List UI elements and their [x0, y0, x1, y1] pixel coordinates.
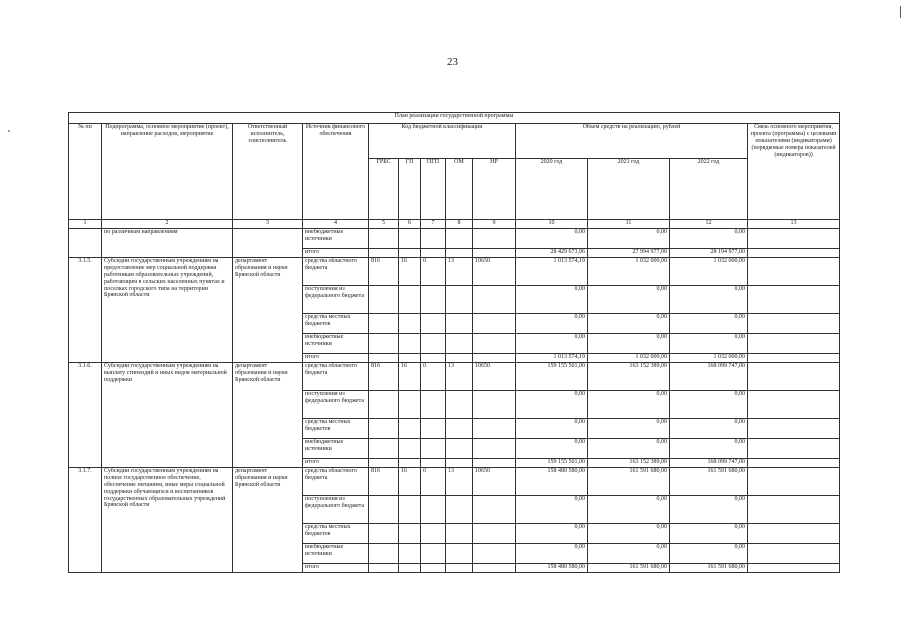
table-body — [69, 113, 840, 573]
cell-source: средства областного бюджета — [303, 468, 369, 496]
header-volume: Объем средств на реализацию, рублей — [516, 124, 748, 159]
cell-2021: 0,00 — [588, 439, 670, 459]
cell-code-grbs — [369, 419, 399, 439]
cell-code-np — [473, 354, 516, 363]
cell-code-grbs — [369, 334, 399, 354]
cell-code-grbs — [369, 564, 399, 573]
cell-code-np — [473, 229, 516, 249]
cell-2020: 159 155 501,00 — [516, 459, 588, 468]
cell-2022: 1 032 000,00 — [670, 354, 748, 363]
cell-2022: 0,00 — [670, 286, 748, 314]
cell-code-om — [446, 564, 473, 573]
cell-no — [69, 229, 102, 258]
column-number: 5 — [369, 220, 399, 229]
cell-no: 3.1.6. — [69, 363, 102, 468]
cell-code-om: 13 — [446, 258, 473, 286]
cell-code-pgp — [421, 391, 446, 419]
cell-link — [748, 363, 840, 391]
cell-source: средства местных бюджетов — [303, 419, 369, 439]
cell-2021: 0,00 — [588, 544, 670, 564]
cell-code-grbs — [369, 524, 399, 544]
cell-link — [748, 564, 840, 573]
cell-code-grbs — [369, 459, 399, 468]
header-2020: 2020 год — [516, 159, 588, 220]
cell-2022: 168 099 747,00 — [670, 459, 748, 468]
cell-code-np: 10650 — [473, 468, 516, 496]
header-pgp: ПГП — [421, 159, 446, 220]
cell-code-gp — [399, 419, 421, 439]
cell-2022: 161 591 680,00 — [670, 468, 748, 496]
cell-code-gp — [399, 496, 421, 524]
cell-2020: 159 155 501,00 — [516, 363, 588, 391]
cell-code-gp — [399, 564, 421, 573]
cell-code-pgp — [421, 564, 446, 573]
cell-source: итого — [303, 564, 369, 573]
cell-2021: 1 032 000,00 — [588, 258, 670, 286]
column-number: 4 — [303, 220, 369, 229]
cell-name: по различным направлениям — [102, 229, 233, 258]
cell-link — [748, 419, 840, 439]
cell-2021: 161 591 680,00 — [588, 468, 670, 496]
cell-2021: 163 152 389,00 — [588, 363, 670, 391]
cell-source: внебюджетные источники — [303, 439, 369, 459]
header-row — [69, 124, 840, 159]
cell-2020: 0,00 — [516, 391, 588, 419]
cell-code-grbs — [369, 544, 399, 564]
cell-code-om — [446, 544, 473, 564]
column-number: 13 — [748, 220, 840, 229]
cell-code-gp — [399, 459, 421, 468]
cell-link — [748, 334, 840, 354]
cell-2020: 0,00 — [516, 286, 588, 314]
column-number: 9 — [473, 220, 516, 229]
column-number: 1 — [69, 220, 102, 229]
cell-2020: 28 429 673,96 — [516, 249, 588, 258]
cell-source: средства областного бюджета — [303, 363, 369, 391]
cell-code-np: 10650 — [473, 363, 516, 391]
cell-code-np — [473, 459, 516, 468]
cell-link — [748, 459, 840, 468]
cell-code-pgp: 0 — [421, 363, 446, 391]
cell-executor — [233, 229, 303, 258]
column-number: 2 — [102, 220, 233, 229]
cell-source: средства областного бюджета — [303, 258, 369, 286]
cell-code-np — [473, 564, 516, 573]
cell-code-om — [446, 496, 473, 524]
header-no: № пп — [69, 124, 102, 220]
cell-executor: департамент образования и науки Брянской области — [233, 363, 303, 468]
cell-source: итого — [303, 459, 369, 468]
cell-2021: 0,00 — [588, 314, 670, 334]
table-row — [69, 229, 840, 249]
cell-code-gp: 16 — [399, 363, 421, 391]
table-row — [69, 468, 840, 496]
cell-source: средства местных бюджетов — [303, 524, 369, 544]
cell-code-om — [446, 391, 473, 419]
cell-code-gp: 16 — [399, 468, 421, 496]
page-number: 23 — [447, 56, 458, 68]
cell-code-gp — [399, 544, 421, 564]
cell-2021: 0,00 — [588, 419, 670, 439]
cell-code-grbs — [369, 391, 399, 419]
cell-code-grbs — [369, 354, 399, 363]
cell-2020: 0,00 — [516, 314, 588, 334]
cell-2021: 1 032 000,00 — [588, 354, 670, 363]
cell-code-pgp — [421, 249, 446, 258]
cell-code-gp — [399, 439, 421, 459]
cell-2020: 0,00 — [516, 439, 588, 459]
cell-code-om — [446, 314, 473, 334]
cell-code-np — [473, 249, 516, 258]
cell-code-gp — [399, 524, 421, 544]
cell-code-pgp — [421, 459, 446, 468]
cell-source: средства местных бюджетов — [303, 314, 369, 334]
header-np: НР — [473, 159, 516, 220]
cell-code-pgp — [421, 229, 446, 249]
cell-2020: 0,00 — [516, 544, 588, 564]
header-link: Связь основного мероприятия, проекта (программы) с целевыми показателями (индикаторами) (порядковые номера показателей (индикаторов)) — [748, 124, 840, 220]
cell-source: поступления из федерального бюджета — [303, 286, 369, 314]
cell-code-grbs — [369, 496, 399, 524]
cell-2022: 28 194 977,00 — [670, 249, 748, 258]
cell-2022: 0,00 — [670, 314, 748, 334]
cell-code-grbs — [369, 286, 399, 314]
cell-code-pgp — [421, 439, 446, 459]
cell-code-om: 13 — [446, 363, 473, 391]
cell-2020: 1 013 574,19 — [516, 258, 588, 286]
cell-source: поступления из федерального бюджета — [303, 496, 369, 524]
cell-code-np — [473, 419, 516, 439]
cell-code-om — [446, 229, 473, 249]
cell-no: 3.1.7. — [69, 468, 102, 573]
column-number: 3 — [233, 220, 303, 229]
cell-2021: 0,00 — [588, 524, 670, 544]
cell-code-gp — [399, 354, 421, 363]
cell-2022: 0,00 — [670, 439, 748, 459]
table-row — [69, 258, 840, 286]
cell-2022: 161 591 680,00 — [670, 564, 748, 573]
cell-link — [748, 439, 840, 459]
cell-2022: 168 099 747,00 — [670, 363, 748, 391]
cell-2020: 0,00 — [516, 496, 588, 524]
cell-link — [748, 468, 840, 496]
cell-2020: 158 480 580,00 — [516, 564, 588, 573]
plan-table — [68, 112, 840, 573]
cell-code-np — [473, 439, 516, 459]
cell-code-gp — [399, 314, 421, 334]
cell-code-grbs — [369, 439, 399, 459]
cell-code-om — [446, 334, 473, 354]
cell-code-grbs: 816 — [369, 363, 399, 391]
cell-link — [748, 496, 840, 524]
cell-2022: 0,00 — [670, 419, 748, 439]
header-source: Источник финансового обеспечения — [303, 124, 369, 220]
cell-code-np: 10650 — [473, 258, 516, 286]
cell-code-om — [446, 249, 473, 258]
header-2021: 2021 год — [588, 159, 670, 220]
cell-code-pgp — [421, 314, 446, 334]
cell-2021: 0,00 — [588, 496, 670, 524]
cell-source: итого — [303, 354, 369, 363]
cell-code-om — [446, 524, 473, 544]
cell-2022: 0,00 — [670, 334, 748, 354]
cell-no: 3.1.5. — [69, 258, 102, 363]
cell-2022: 0,00 — [670, 544, 748, 564]
cell-code-gp — [399, 286, 421, 314]
cell-code-grbs: 816 — [369, 258, 399, 286]
cell-code-grbs — [369, 249, 399, 258]
cell-2020: 1 013 574,19 — [516, 354, 588, 363]
cell-source: внебюджетные источники — [303, 334, 369, 354]
cell-2022: 0,00 — [670, 524, 748, 544]
header-gp: ГП — [399, 159, 421, 220]
cell-link — [748, 544, 840, 564]
scan-dot — [8, 130, 10, 132]
header-grbs: ГРБС — [369, 159, 399, 220]
cell-2020: 158 480 580,00 — [516, 468, 588, 496]
edge-mark — [900, 6, 901, 18]
cell-2021: 161 591 680,00 — [588, 564, 670, 573]
cell-code-np — [473, 524, 516, 544]
cell-2020: 0,00 — [516, 419, 588, 439]
cell-2021: 0,00 — [588, 334, 670, 354]
cell-executor: департамент образования и науки Брянской области — [233, 258, 303, 363]
cell-2020: 0,00 — [516, 524, 588, 544]
cell-link — [748, 286, 840, 314]
cell-source: внебюджетные источники — [303, 544, 369, 564]
cell-code-gp — [399, 229, 421, 249]
cell-source: внебюджетные источники — [303, 229, 369, 249]
cell-code-pgp — [421, 524, 446, 544]
cell-code-np — [473, 544, 516, 564]
header-om: ОМ — [446, 159, 473, 220]
cell-code-pgp — [421, 334, 446, 354]
cell-code-grbs — [369, 229, 399, 249]
column-number: 10 — [516, 220, 588, 229]
header-name: Подпрограмма, основное мероприятие (проект), направление расходов, мероприятие — [102, 124, 233, 220]
cell-link — [748, 258, 840, 286]
cell-code-np — [473, 391, 516, 419]
cell-code-om: 13 — [446, 468, 473, 496]
column-number: 7 — [421, 220, 446, 229]
header-budget-class: Код бюджетной классификации — [369, 124, 516, 159]
cell-code-om — [446, 459, 473, 468]
cell-source: итого — [303, 249, 369, 258]
cell-code-om — [446, 354, 473, 363]
cell-2020: 0,00 — [516, 334, 588, 354]
cell-link — [748, 249, 840, 258]
cell-link — [748, 354, 840, 363]
column-number: 8 — [446, 220, 473, 229]
cell-code-pgp — [421, 419, 446, 439]
cell-code-np — [473, 496, 516, 524]
cell-code-pgp: 0 — [421, 468, 446, 496]
cell-2021: 0,00 — [588, 229, 670, 249]
cell-link — [748, 229, 840, 249]
cell-link — [748, 524, 840, 544]
title-row — [69, 113, 840, 124]
cell-2022: 0,00 — [670, 496, 748, 524]
cell-source: поступления из федерального бюджета — [303, 391, 369, 419]
cell-code-pgp — [421, 354, 446, 363]
cell-name: Субсидии государственным учреждениям на выплату стипендий и иных видов материальной поддержки — [102, 363, 233, 468]
cell-code-gp — [399, 249, 421, 258]
cell-code-pgp — [421, 544, 446, 564]
cell-code-gp — [399, 334, 421, 354]
cell-executor: департамент образования и науки Брянской области — [233, 468, 303, 573]
cell-link — [748, 391, 840, 419]
column-number: 12 — [670, 220, 748, 229]
cell-2022: 0,00 — [670, 391, 748, 419]
cell-2022: 0,00 — [670, 229, 748, 249]
cell-code-gp: 16 — [399, 258, 421, 286]
table-title: План реализации государственной программы — [69, 113, 840, 124]
cell-code-np — [473, 314, 516, 334]
cell-2021: 163 152 389,00 — [588, 459, 670, 468]
cell-code-pgp — [421, 496, 446, 524]
cell-code-np — [473, 334, 516, 354]
cell-code-np — [473, 286, 516, 314]
cell-code-om — [446, 439, 473, 459]
cell-code-gp — [399, 391, 421, 419]
cell-2022: 1 032 000,00 — [670, 258, 748, 286]
column-number: 11 — [588, 220, 670, 229]
cell-name: Субсидии государственным учреждениям на предоставление мер социальной поддержки работникам образовательных учреждений, работающим в сельских населенных пунктах и поселках городского типа на территории Брянской области — [102, 258, 233, 363]
cell-code-pgp — [421, 286, 446, 314]
cell-code-grbs: 816 — [369, 468, 399, 496]
cell-2021: 0,00 — [588, 391, 670, 419]
cell-2021: 0,00 — [588, 286, 670, 314]
cell-2021: 27 994 977,00 — [588, 249, 670, 258]
header-executor: Ответственный исполнитель, соисполнитель — [233, 124, 303, 220]
header-2022: 2022 год — [670, 159, 748, 220]
cell-code-om — [446, 419, 473, 439]
cell-2020: 0,00 — [516, 229, 588, 249]
table-row — [69, 363, 840, 391]
cell-name: Субсидии государственным учреждениям на полное государственное обеспечение, обеспечение питанием, иные меры социальной поддержки обучающихся и воспитанников государственных образовательных учреждений Брянской области — [102, 468, 233, 573]
column-number: 6 — [399, 220, 421, 229]
cell-code-om — [446, 286, 473, 314]
cell-code-pgp: 0 — [421, 258, 446, 286]
cell-code-grbs — [369, 314, 399, 334]
cell-link — [748, 314, 840, 334]
column-number-row — [69, 220, 840, 229]
